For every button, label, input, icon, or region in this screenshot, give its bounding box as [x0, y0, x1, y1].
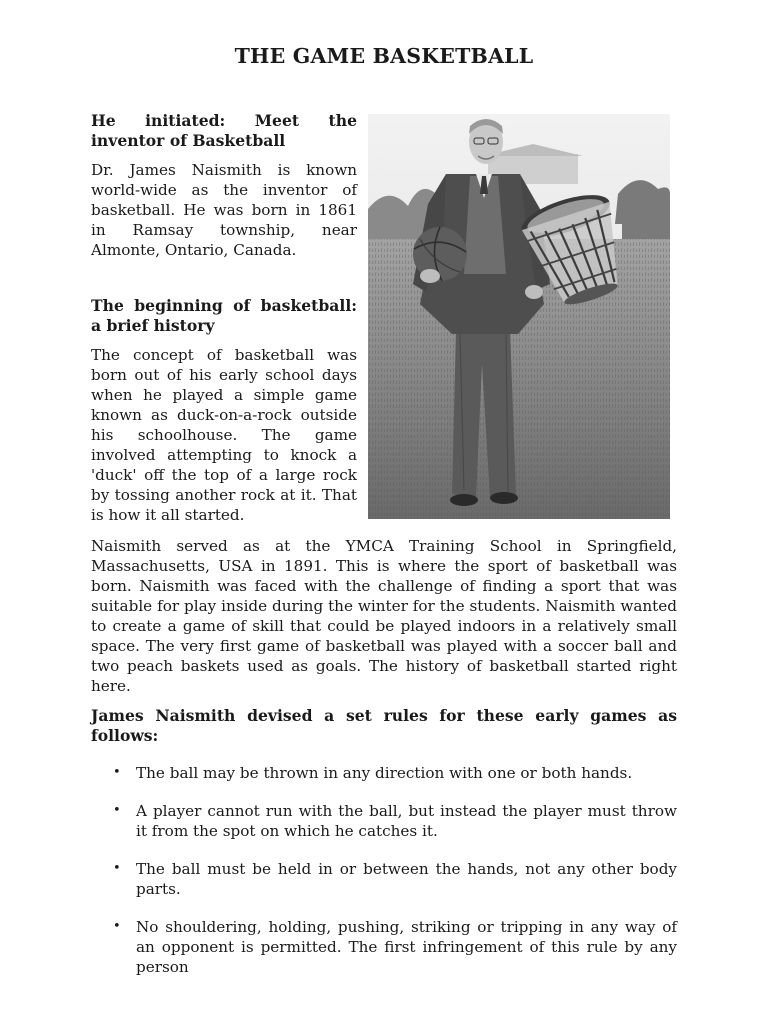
naismith-photo: [368, 114, 670, 519]
document-title: THE GAME BASKETBALL: [234, 44, 534, 68]
rule-text: The ball may be thrown in any direction with one or both hands.: [136, 764, 633, 782]
bullet-icon: •: [113, 765, 121, 780]
ymca-paragraph: Naismith served as at the YMCA Training School in Springfield, Massachusetts, USA in 1891. This is where the sport of basketball was born. Naismith was faced with the challenge of finding a sport that was suitable for play inside during the winter for the students. Naismith wanted to create a game of skill that could be played indoors in a relatively small space. The very first game of basketball was played with a soccer ball and two peach baskets used as goals. The history of basketball started right here.: [91, 537, 677, 695]
rule-text: No shouldering, holding, pushing, striking or tripping in any way of an opponent is permitted. The first infringement of this rule by any person: [136, 918, 677, 976]
list-item: [91, 801, 677, 841]
history-paragraph: The concept of basketball was born out of his early school days when he played a simple game known as duck-on-a-rock outside his schoolhouse. The game involved attempting to knock a 'duck' off the top of a large rock by tossing another rock at it. That is how it all started.: [91, 346, 357, 524]
rules-list: [91, 763, 677, 995]
bullet-icon: •: [113, 919, 121, 934]
rule-text: A player cannot run with the ball, but instead the player must throw it from the spot on which he catches it.: [136, 802, 677, 840]
bullet-icon: •: [113, 861, 121, 876]
list-item: [91, 917, 677, 977]
left-column: [91, 111, 357, 525]
history-heading: The beginning of basketball: a brief history: [91, 296, 357, 335]
inventor-paragraph: Dr. James Naismith is known world-wide as the inventor of basketball. He was born in 1861 in Ramsay township, near Almonte, Ontario, Canada.: [91, 161, 357, 259]
rules-heading: James Naismith devised a set rules for these early games as follows:: [91, 706, 677, 745]
bullet-icon: •: [113, 803, 121, 818]
rule-text: The ball must be held in or between the hands, not any other body parts.: [136, 860, 677, 898]
inventor-heading: He initiated: Meet the inventor of Basketball: [91, 111, 357, 150]
list-item: [91, 859, 677, 899]
list-item: [91, 763, 677, 783]
